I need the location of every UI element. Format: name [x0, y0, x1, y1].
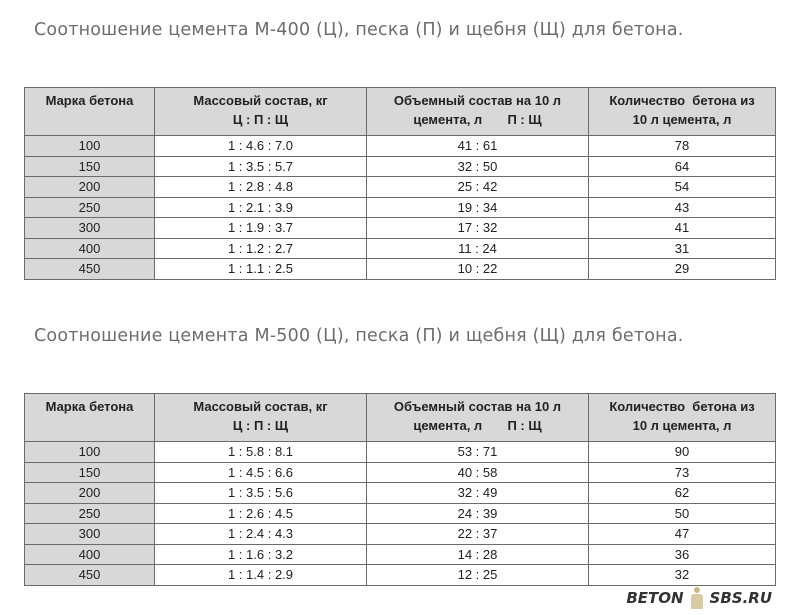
header-grade: [25, 394, 155, 442]
header-volume-line1: Объемный состав на 10 л: [393, 93, 562, 108]
header-mass: [155, 394, 367, 442]
table-row: [25, 442, 776, 463]
cell-mass-ratio: 1 : 4.6 : 7.0: [155, 136, 367, 157]
cell-mass-ratio: 1 : 1.9 : 3.7: [155, 218, 367, 239]
header-grade-label: Марка бетона: [45, 93, 134, 108]
cell-grade: 200: [25, 483, 155, 504]
cell-yield: 41: [589, 218, 776, 239]
cell-grade: 250: [25, 197, 155, 218]
person-figure-icon: [690, 587, 704, 609]
cell-mass-ratio: 1 : 2.6 : 4.5: [155, 503, 367, 524]
cell-volume-ratio: 12 : 25: [367, 565, 589, 586]
header-mass-line2: Ц : П : Щ: [232, 418, 289, 433]
cell-mass-ratio: 1 : 1.1 : 2.5: [155, 259, 367, 280]
ratio-table-m500: [24, 393, 776, 586]
cell-volume-ratio: 11 : 24: [367, 238, 589, 259]
cell-yield: 78: [589, 136, 776, 157]
cell-volume-ratio: 32 : 50: [367, 156, 589, 177]
cell-volume-ratio: 14 : 28: [367, 544, 589, 565]
cell-volume-ratio: 53 : 71: [367, 442, 589, 463]
cell-volume-ratio: 17 : 32: [367, 218, 589, 239]
watermark: [626, 587, 772, 609]
cell-grade: 400: [25, 238, 155, 259]
cell-grade: 150: [25, 462, 155, 483]
cell-volume-ratio: 25 : 42: [367, 177, 589, 198]
table-header-row: [25, 88, 776, 136]
cell-volume-ratio: 10 : 22: [367, 259, 589, 280]
cell-volume-ratio: 19 : 34: [367, 197, 589, 218]
section-title-m500: Соотношение цемента М-500 (Ц), песка (П) и щебня (Щ) для бетона.: [34, 326, 684, 346]
cell-mass-ratio: 1 : 3.5 : 5.6: [155, 483, 367, 504]
table-row: [25, 565, 776, 586]
header-yield-line1: Количество бетона из: [609, 399, 755, 414]
table-row: [25, 238, 776, 259]
table-row: [25, 218, 776, 239]
table-row: [25, 503, 776, 524]
header-yield: [589, 394, 776, 442]
cell-grade: 200: [25, 177, 155, 198]
cell-grade: 300: [25, 524, 155, 545]
header-yield: [589, 88, 776, 136]
cell-volume-ratio: 24 : 39: [367, 503, 589, 524]
cell-yield: 62: [589, 483, 776, 504]
cell-volume-ratio: 41 : 61: [367, 136, 589, 157]
cell-mass-ratio: 1 : 1.2 : 2.7: [155, 238, 367, 259]
cell-yield: 32: [589, 565, 776, 586]
cell-volume-ratio: 22 : 37: [367, 524, 589, 545]
header-mass-line2: Ц : П : Щ: [232, 112, 289, 127]
header-yield-line1: Количество бетона из: [609, 93, 755, 108]
cell-yield: 36: [589, 544, 776, 565]
cell-mass-ratio: 1 : 5.8 : 8.1: [155, 442, 367, 463]
table-row: [25, 197, 776, 218]
watermark-left: BETON: [626, 589, 684, 607]
cell-grade: 100: [25, 442, 155, 463]
header-mass: [155, 88, 367, 136]
cell-grade: 100: [25, 136, 155, 157]
table-row: [25, 136, 776, 157]
cell-yield: 47: [589, 524, 776, 545]
cell-yield: 90: [589, 442, 776, 463]
cell-mass-ratio: 1 : 2.8 : 4.8: [155, 177, 367, 198]
cell-yield: 43: [589, 197, 776, 218]
cell-yield: 64: [589, 156, 776, 177]
header-volume: [367, 394, 589, 442]
table-row: [25, 156, 776, 177]
header-yield-line2: 10 л цемента, л: [632, 112, 732, 127]
cell-yield: 29: [589, 259, 776, 280]
table-body: [25, 136, 776, 280]
header-mass-line1: Массовый состав, кг: [193, 399, 328, 414]
cell-volume-ratio: 32 : 49: [367, 483, 589, 504]
table-row: [25, 483, 776, 504]
cell-mass-ratio: 1 : 2.4 : 4.3: [155, 524, 367, 545]
table-header-row: [25, 394, 776, 442]
cell-mass-ratio: 1 : 3.5 : 5.7: [155, 156, 367, 177]
header-yield-line2: 10 л цемента, л: [632, 418, 732, 433]
cell-yield: 50: [589, 503, 776, 524]
header-volume-line2: цемента, л П : Щ: [413, 112, 542, 127]
table-row: [25, 177, 776, 198]
cell-yield: 73: [589, 462, 776, 483]
cell-mass-ratio: 1 : 4.5 : 6.6: [155, 462, 367, 483]
cell-grade: 450: [25, 259, 155, 280]
cell-mass-ratio: 1 : 1.4 : 2.9: [155, 565, 367, 586]
watermark-right: SBS.RU: [709, 589, 772, 607]
cell-mass-ratio: 1 : 1.6 : 3.2: [155, 544, 367, 565]
cell-grade: 300: [25, 218, 155, 239]
cell-grade: 150: [25, 156, 155, 177]
cell-yield: 54: [589, 177, 776, 198]
ratio-table-m400: [24, 87, 776, 280]
cell-mass-ratio: 1 : 2.1 : 3.9: [155, 197, 367, 218]
cell-grade: 250: [25, 503, 155, 524]
header-volume-line1: Объемный состав на 10 л: [393, 399, 562, 414]
table-body: [25, 442, 776, 586]
table-row: [25, 524, 776, 545]
table-row: [25, 259, 776, 280]
table-row: [25, 544, 776, 565]
cell-grade: 400: [25, 544, 155, 565]
header-mass-line1: Массовый состав, кг: [193, 93, 328, 108]
cell-yield: 31: [589, 238, 776, 259]
cell-grade: 450: [25, 565, 155, 586]
section-title-m400: Соотношение цемента М-400 (Ц), песка (П) и щебня (Щ) для бетона.: [34, 20, 684, 40]
cell-volume-ratio: 40 : 58: [367, 462, 589, 483]
table-row: [25, 462, 776, 483]
header-volume-line2: цемента, л П : Щ: [413, 418, 542, 433]
header-grade: [25, 88, 155, 136]
header-volume: [367, 88, 589, 136]
header-grade-label: Марка бетона: [45, 399, 134, 414]
